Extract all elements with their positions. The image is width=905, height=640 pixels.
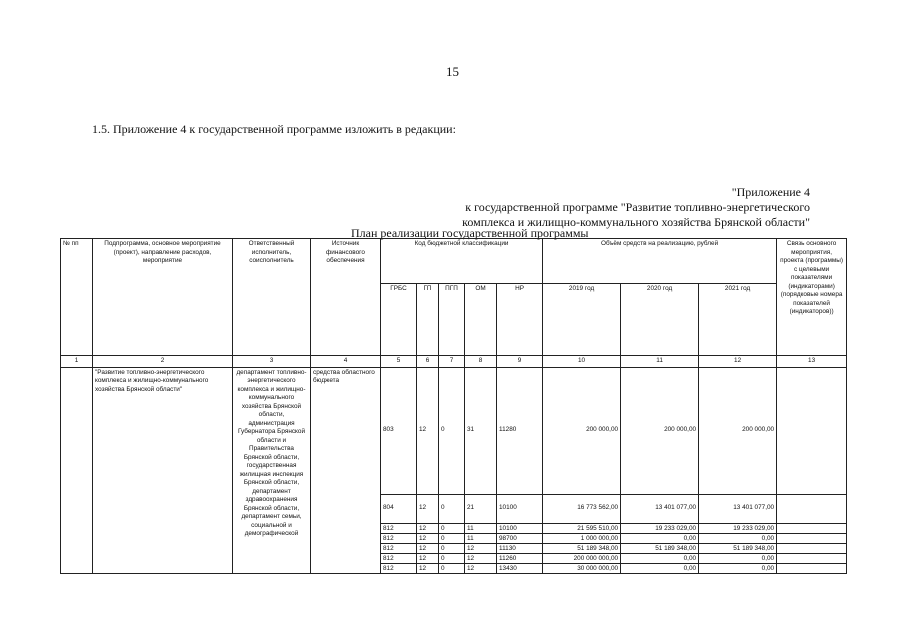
col-number: 11: [621, 356, 699, 368]
cell-2020: 0,00: [621, 563, 699, 573]
header-link: Связь основного мероприятия, проекта (программы) с целевыми показателями (индикаторами) (порядковые номера показателей (индикаторов)): [777, 239, 847, 356]
header-om: ОМ: [465, 283, 497, 355]
table-row: [61, 367, 847, 494]
cell-2019: 51 189 348,00: [543, 543, 621, 553]
col-number: 5: [381, 356, 417, 368]
appendix-line-2: к государственной программе "Развитие топливно-энергетического: [465, 200, 810, 214]
cell-link: [777, 563, 847, 573]
cell-om: 12: [465, 553, 497, 563]
col-number: 13: [777, 356, 847, 368]
cell-2019: 21 595 510,00: [543, 523, 621, 533]
header-source: Источник финансового обеспечения: [311, 239, 381, 356]
cell-2021: 0,00: [699, 533, 777, 543]
cell-2020: 200 000,00: [621, 367, 699, 494]
cell-2020: 0,00: [621, 553, 699, 563]
col-number: 2: [93, 356, 233, 368]
cell-2021: 51 189 348,00: [699, 543, 777, 553]
cell-pgp: 0: [439, 563, 465, 573]
cell-grbs: 803: [381, 367, 417, 494]
cell-gp: 12: [417, 553, 439, 563]
cell-om: 31: [465, 367, 497, 494]
cell-nr: 11280: [497, 367, 543, 494]
cell-executors: департамент топливно-энергетического комплекса и жилищно-коммунального хозяйства Брянской области, администрация Губернатора Брянской области и Правительства Брянской области, государственная жилищная инспекция Брянской области, департамент здравоохранения Брянской области, департамент семьи, социальной и демографической: [233, 367, 311, 573]
cell-grbs: 804: [381, 494, 417, 523]
cell-nr: 10100: [497, 523, 543, 533]
header-grbs: ГРБС: [381, 283, 417, 355]
appendix-line-1: "Приложение 4: [731, 185, 810, 199]
col-number: 3: [233, 356, 311, 368]
cell-pgp: 0: [439, 543, 465, 553]
cell-grbs: 812: [381, 533, 417, 543]
cell-om: 12: [465, 563, 497, 573]
cell-link: [777, 533, 847, 543]
header-subprogram: Подпрограмма, основное мероприятие (проект), направление расходов, мероприятие: [93, 239, 233, 356]
cell-2019: 1 000 000,00: [543, 533, 621, 543]
cell-nr: 13430: [497, 563, 543, 573]
cell-om: 12: [465, 543, 497, 553]
plan-title: План реализации государственной программы: [351, 226, 589, 240]
header-2021: 2021 год: [699, 283, 777, 355]
cell-pgp: 0: [439, 523, 465, 533]
cell-link: [777, 543, 847, 553]
col-number: 10: [543, 356, 621, 368]
appendix-line-3: комплекса и жилищно-коммунального хозяйства Брянской области": [462, 215, 810, 229]
cell-2020: 19 233 029,00: [621, 523, 699, 533]
cell-nr: 11260: [497, 553, 543, 563]
col-number: 1: [61, 356, 93, 368]
cell-2020: 51 189 348,00: [621, 543, 699, 553]
cell-grbs: 812: [381, 563, 417, 573]
cell-pgp: 0: [439, 367, 465, 494]
cell-2020: 0,00: [621, 533, 699, 543]
cell-gp: 12: [417, 523, 439, 533]
cell-2019: 200 000 000,00: [543, 553, 621, 563]
plan-table: [60, 238, 847, 574]
cell-om: 21: [465, 494, 497, 523]
col-number: 7: [439, 356, 465, 368]
cell-gp: 12: [417, 543, 439, 553]
cell-2020: 13 401 077,00: [621, 494, 699, 523]
cell-num: [61, 367, 93, 573]
header-num: № пп: [61, 239, 93, 356]
cell-2021: 19 233 029,00: [699, 523, 777, 533]
cell-2021: 0,00: [699, 563, 777, 573]
header-budget-code: Код бюджетной классификации: [381, 239, 543, 284]
cell-2019: 30 000 000,00: [543, 563, 621, 573]
cell-gp: 12: [417, 494, 439, 523]
cell-grbs: 812: [381, 523, 417, 533]
cell-om: 11: [465, 523, 497, 533]
cell-2019: 16 773 562,00: [543, 494, 621, 523]
page-number: 15: [446, 64, 459, 79]
col-number: 12: [699, 356, 777, 368]
cell-om: 11: [465, 533, 497, 543]
cell-grbs: 812: [381, 553, 417, 563]
cell-nr: 11130: [497, 543, 543, 553]
cell-grbs: 812: [381, 543, 417, 553]
col-number: 4: [311, 356, 381, 368]
column-numbers-row: [61, 356, 847, 368]
cell-pgp: 0: [439, 553, 465, 563]
cell-2021: 0,00: [699, 553, 777, 563]
cell-2019: 200 000,00: [543, 367, 621, 494]
cell-link: [777, 553, 847, 563]
cell-gp: 12: [417, 367, 439, 494]
instruction-text: 1.5. Приложение 4 к государственной программе изложить в редакции:: [92, 122, 456, 136]
header-pgp: ПГП: [439, 283, 465, 355]
cell-source: средства областного бюджета: [311, 367, 381, 573]
cell-link: [777, 523, 847, 533]
cell-link: [777, 494, 847, 523]
cell-nr: 98700: [497, 533, 543, 543]
header-2019: 2019 год: [543, 283, 621, 355]
appendix-header: [380, 185, 810, 230]
col-number: 9: [497, 356, 543, 368]
cell-program-name: "Развитие топливно-энергетического комплекса и жилищно-коммунального хозяйства Брянской области": [93, 367, 233, 573]
cell-2021: 200 000,00: [699, 367, 777, 494]
cell-2021: 13 401 077,00: [699, 494, 777, 523]
header-gp: ГП: [417, 283, 439, 355]
header-2020: 2020 год: [621, 283, 699, 355]
cell-gp: 12: [417, 533, 439, 543]
cell-gp: 12: [417, 563, 439, 573]
cell-pgp: 0: [439, 494, 465, 523]
cell-nr: 10100: [497, 494, 543, 523]
cell-link: [777, 367, 847, 494]
cell-pgp: 0: [439, 533, 465, 543]
header-nr: НР: [497, 283, 543, 355]
col-number: 6: [417, 356, 439, 368]
header-executor: Ответственный исполнитель, соисполнитель: [233, 239, 311, 356]
col-number: 8: [465, 356, 497, 368]
header-amount: Объём средств на реализацию, рублей: [543, 239, 777, 284]
